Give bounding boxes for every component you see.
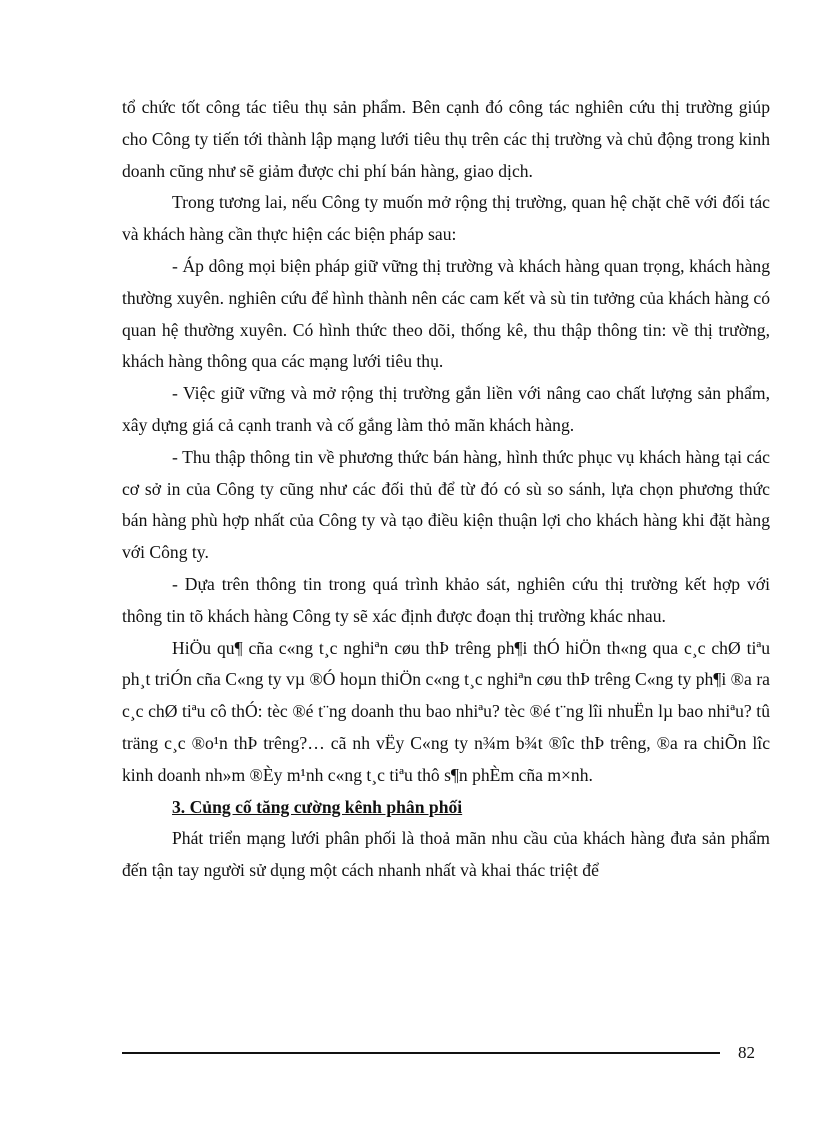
footer-rule (122, 1052, 720, 1054)
section-heading: 3. Củng cố tăng cường kênh phân phối (172, 796, 463, 817)
paragraph-future-plan: Trong tương lai, nếu Công ty muốn mở rộng thị trường, quan hệ chặt chẽ với đối tác và khách hàng cần thực hiện các biện pháp sau: (122, 192, 770, 245)
page-number: 82 (738, 1043, 755, 1062)
paragraph-legacy-encoded: HiÖu qu¶ cña c«ng t¸c nghiªn cøu thÞ trêng ph¶i thÓ hiÖn th«ng qua c¸c chØ tiªu ph¸t triÓn cña C«ng ty vµ ®Ó hoµn thiÖn c«ng t¸c nghiªn cøu thÞ trêng C«ng ty ph¶i ®a ra c¸c chØ tiªu cô thÓ: tèc ®é t¨ng doanh thu bao nhiªu? tèc ®é t¨ng lîi nhuËn lµ bao nhiªu? tû träng c¸c ®o¹n thÞ trêng?… cã nh vËy C«ng ty n¾m b¾t ®îc thÞ trêng, ®a ra chiÕn lîc kinh doanh nh»m ®Èy m¹nh c«ng t¸c tiªu thô s¶n phÈm cña m×nh. (122, 637, 770, 785)
bullet-collect-info: - Thu thập thông tin về phương thức bán hàng, hình thức phục vụ khách hàng tại các cơ sở in của Công ty cũng như các đối thủ để từ đó có sù so sánh, lựa chọn phương thức bán hàng phù hợp nhất của Công ty và tạo điều kiện thuận lợi cho khách hàng khi đặt hàng với Công ty. (122, 446, 770, 563)
bullet-expand-market: - Việc giữ vững và mở rộng thị trường gắn liền với nâng cao chất lượng sản phẩm, xây dựng giá cả cạnh tranh và cố gắng làm thỏ mãn khách hàng. (122, 383, 770, 435)
paragraph-distribution: Phát triển mạng lưới phân phối là thoả mãn nhu cầu của khách hàng đưa sản phẩm đến tận tay người sử dụng một cách nhanh nhất và khai thác triệt để (122, 828, 770, 881)
paragraph-continuation: tổ chức tốt công tác tiêu thụ sản phẩm. Bên cạnh đó công tác nghiên cứu thị trường giúp cho Công ty tiến tới thành lập mạng lưới tiêu thụ trên các thị trường và chủ động trong kinh doanh cũng như sẽ giảm được chi phí bán hàng, giao dịch. (122, 97, 770, 181)
bullet-keep-market: - Áp dông mọi biện pháp giữ vững thị trường và khách hàng quan trọng, khách hàng thường xuyên. nghiên cứu để hình thành nên các cam kết và sù tin tưởng của khách hàng có quan hệ thường xuyên. Có hình thức theo dõi, thống kê, thu thập thông tin: về thị trường, khách hàng thông qua các mạng lưới tiêu thụ. (122, 255, 770, 372)
bullet-survey: - Dựa trên thông tin trong quá trình khảo sát, nghiên cứu thị trường kết hợp với thông tin tõ khách hàng Công ty sẽ xác định được đoạn thị trường khác nhau. (122, 573, 770, 626)
page-body (122, 92, 770, 887)
